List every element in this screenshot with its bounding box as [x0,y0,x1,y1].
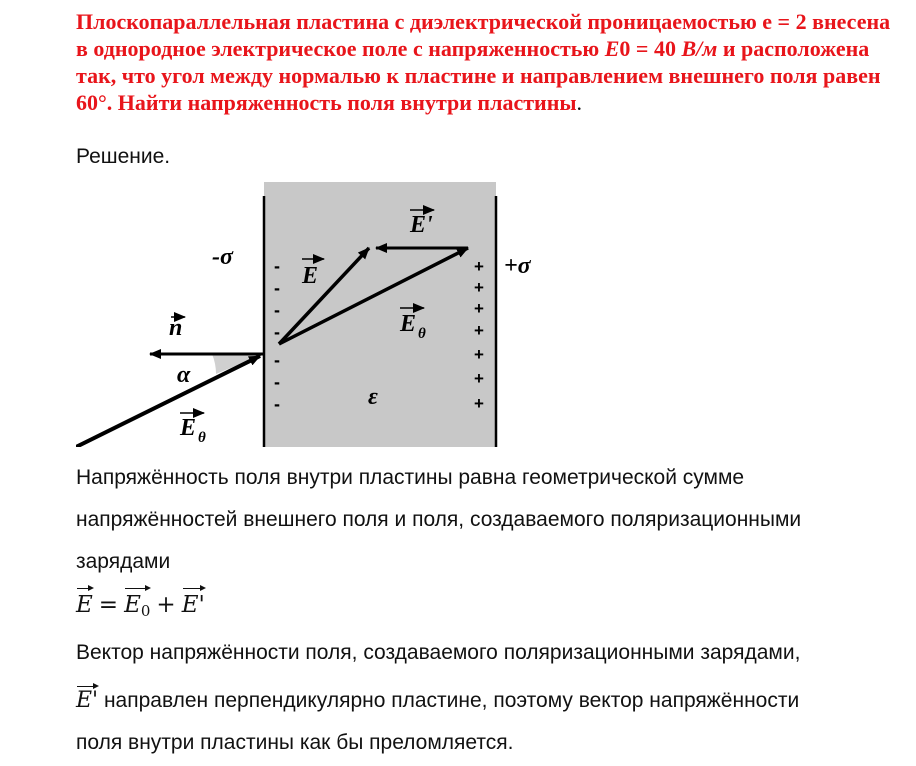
minus-charge: - [274,372,280,392]
figure-plate-diagram [76,182,554,447]
label-minus-sigma: -σ [212,244,233,270]
formula-term-e0-sub: 0 [140,602,151,620]
problem-text-part1: Плоскопараллельная пластина с диэлектрической проницаемостью е = 2 внесена в однородное электрическое поле с напряженностью [76,9,891,61]
formula-lhs-e: E [76,586,93,620]
plus-charge: + [474,257,484,276]
label-e0-outside: E [180,415,197,441]
incoming-field-e0 [76,356,260,447]
formula-term-e-prime: E' [182,586,205,620]
dielectric-plate [264,182,496,447]
minus-charge: - [274,300,280,320]
paragraph-1-line-1: Напряжённость поля внутри пластины равна геометрической сумме [76,466,745,489]
label-e0-inside: E [400,311,417,337]
formula-term-e0-symbol: E [124,592,141,618]
problem-e0-value: 0 = 40 [619,36,682,61]
paragraph-2-line-3: поля внутри пластины как бы преломляется. [76,731,514,754]
label-epsilon: ε [368,384,378,410]
problem-statement [76,8,896,116]
label-e0-inside-sub: θ [418,326,426,342]
label-e: E [302,263,319,289]
formula-equals: = [98,592,119,618]
problem-end-dot: . [576,90,583,115]
paragraph-2-line-1: Вектор напряжённости поля, создаваемого поляризационными зарядами, [76,641,801,664]
label-alpha: α [177,362,191,388]
problem-e0-symbol: E [604,36,620,61]
minus-charge: - [274,278,280,298]
paragraph-1-line-3: зарядами [76,550,171,573]
minus-charges [274,256,280,414]
vector-sum-formula [76,586,205,626]
minus-charge: - [274,350,280,370]
paragraph-2-line-2 [76,684,799,714]
label-n: n [169,315,183,341]
formula-term-e0 [124,586,150,626]
plus-charge: + [474,369,484,388]
plus-charge: + [474,394,484,413]
label-e0-outside-sub: θ [198,430,206,446]
formula-plus: + [156,592,176,618]
inline-vector-e-prime: E' [76,684,98,714]
paragraph-2-line-2-text: направлен перпендикулярно пластине, поэтому вектор напряжённости [98,689,800,712]
problem-units: В/м [681,36,718,61]
solution-label: Решение. [76,145,171,168]
minus-charge: - [274,394,280,414]
minus-charge: - [274,322,280,342]
problem-text-part2: и расположена так, что угол между нормалью к пластине и направлением внешнего поля равен 60°. Найти напряженность поля внутри пластины [76,36,881,115]
plus-charge: + [474,278,484,297]
plus-charge: + [474,321,484,340]
label-plus-sigma: +σ [504,253,531,279]
plus-charge: + [474,299,484,318]
figure-svg [76,182,554,447]
label-e-prime: E' [410,212,433,238]
paragraph-1-line-2: напряжённостей внешнего поля и поля, создаваемого поляризационными [76,508,802,531]
plus-charge: + [474,345,484,364]
minus-charge: - [274,256,280,276]
